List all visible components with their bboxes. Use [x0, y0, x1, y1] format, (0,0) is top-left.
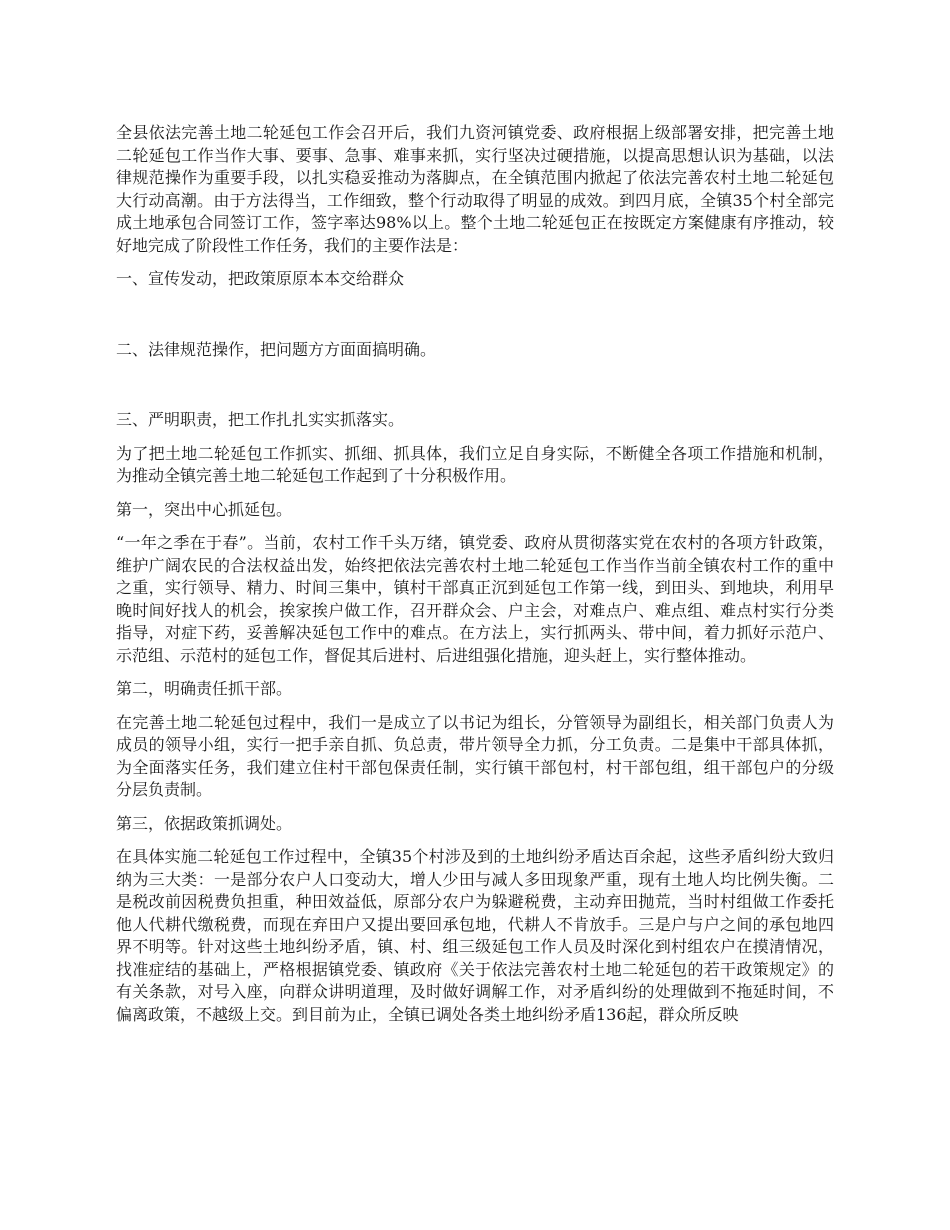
section-heading-3: 三、严明职责，把工作扎扎实实抓落实。: [116, 410, 405, 429]
subheading-first: 第一，突出中心抓延包。: [116, 499, 293, 519]
subheading-third: 第三，依据政策抓调处。: [116, 813, 293, 833]
subheading-second: 第二，明确责任抓干部。: [116, 679, 293, 698]
first-body-paragraph: “一年之季在于春”。当前，农村工作千头万绪，镇党委、政府从贯彻落实党在农村的各项方针政策，维护广阔农民的合法权益出发，始终把依法完善农村土地二轮延包工作当作当前全镇农村工作的重中之重，实行领导、精力、时间三集中，镇村干部真正沉到延包工作第一线，到田头、到地块，利用早晚时间好找人的机会，挨家挨户做工作，召开群众会、户主会，对难点户、难点组、难点村实行分类指导，对症下药，妥善解决延包工作中的难点。在方法上，实行抓两头、带中间，着力抓好示范户、示范组、示范村的延包工作，督促其后进村、后进组强化措施，迎头赶上，实行整体推动。: [116, 533, 834, 665]
intro-paragraph: 全县依法完善土地二轮延包工作会召开后，我们九资河镇党委、政府根据上级部署安排，把完善土地二轮延包工作当作大事、要事、急事、难事来抓，实行坚决过硬措施，以提高思想认识为基础，以法律规范操作为重要手段，以扎实稳妥推动为落脚点，在全镇范围内掀起了依法完善农村土地二轮延包大行动高潮。由于方法得当，工作细致，整个行动取得了明显的成效。到四月底，全镇35个村全部完成土地承包合同签订工作，签字率达98%以上。整个土地二轮延包正在按既定方案健康有序推动，较好地完成了阶段性工作任务，我们的主要作法是：: [116, 123, 834, 255]
section-heading-2: 二、法律规范操作，把问题方方面面搞明确。: [116, 339, 437, 359]
section-heading-1: 一、宣传发动，把政策原原本本交给群众: [116, 269, 405, 288]
second-body-paragraph: 在完善土地二轮延包过程中，我们一是成立了以书记为组长，分管领导为副组长，相关部门负责人为成员的领导小组，实行一把手亲自抓、负总责，带片领导全力抓，分工负责。二是集中干部具体抓，为全面落实任务，我们建立住村干部包保责任制，实行镇干部包村，村干部包组，组干部包户的分级分层负责制。: [116, 712, 834, 799]
third-body-paragraph: 在具体实施二轮延包工作过程中，全镇35个村涉及到的土地纠纷矛盾达百余起，这些矛盾纠纷大致归纳为三大类：一是部分农户人口变动大，增人少田与减人多田现象严重，现有土地人均比例失衡。二是税改前因税费负担重，种田效益低，原部分农户为躲避税费，主动弃田抛荒，当时村组做工作委托他人代耕代缴税费，而现在弃田户又提出要回承包地，代耕人不肯放手。三是户与户之间的承包地四界不明等。针对这些土地纠纷矛盾，镇、村、组三级延包工作人员及时深化到村组农户在摸清情况，找准症结的基础上，严格根据镇党委、镇政府《关于依法完善农村土地二轮延包的若干政策规定》的有关条款，对号入座，向群众讲明道理，及时做好调解工作，对矛盾纠纷的处理做到不拖延时间，不偏离政策，不越级上交。到目前为止，全镇已调处各类土地纠纷矛盾136起，群众所反映: [116, 847, 834, 1024]
section-3-intro-paragraph: 为了把土地二轮延包工作抓实、抓细、抓具体，我们立足自身实际，不断健全各项工作措施和机制，为推动全镇完善土地二轮延包工作起到了十分积极作用。: [116, 443, 834, 485]
